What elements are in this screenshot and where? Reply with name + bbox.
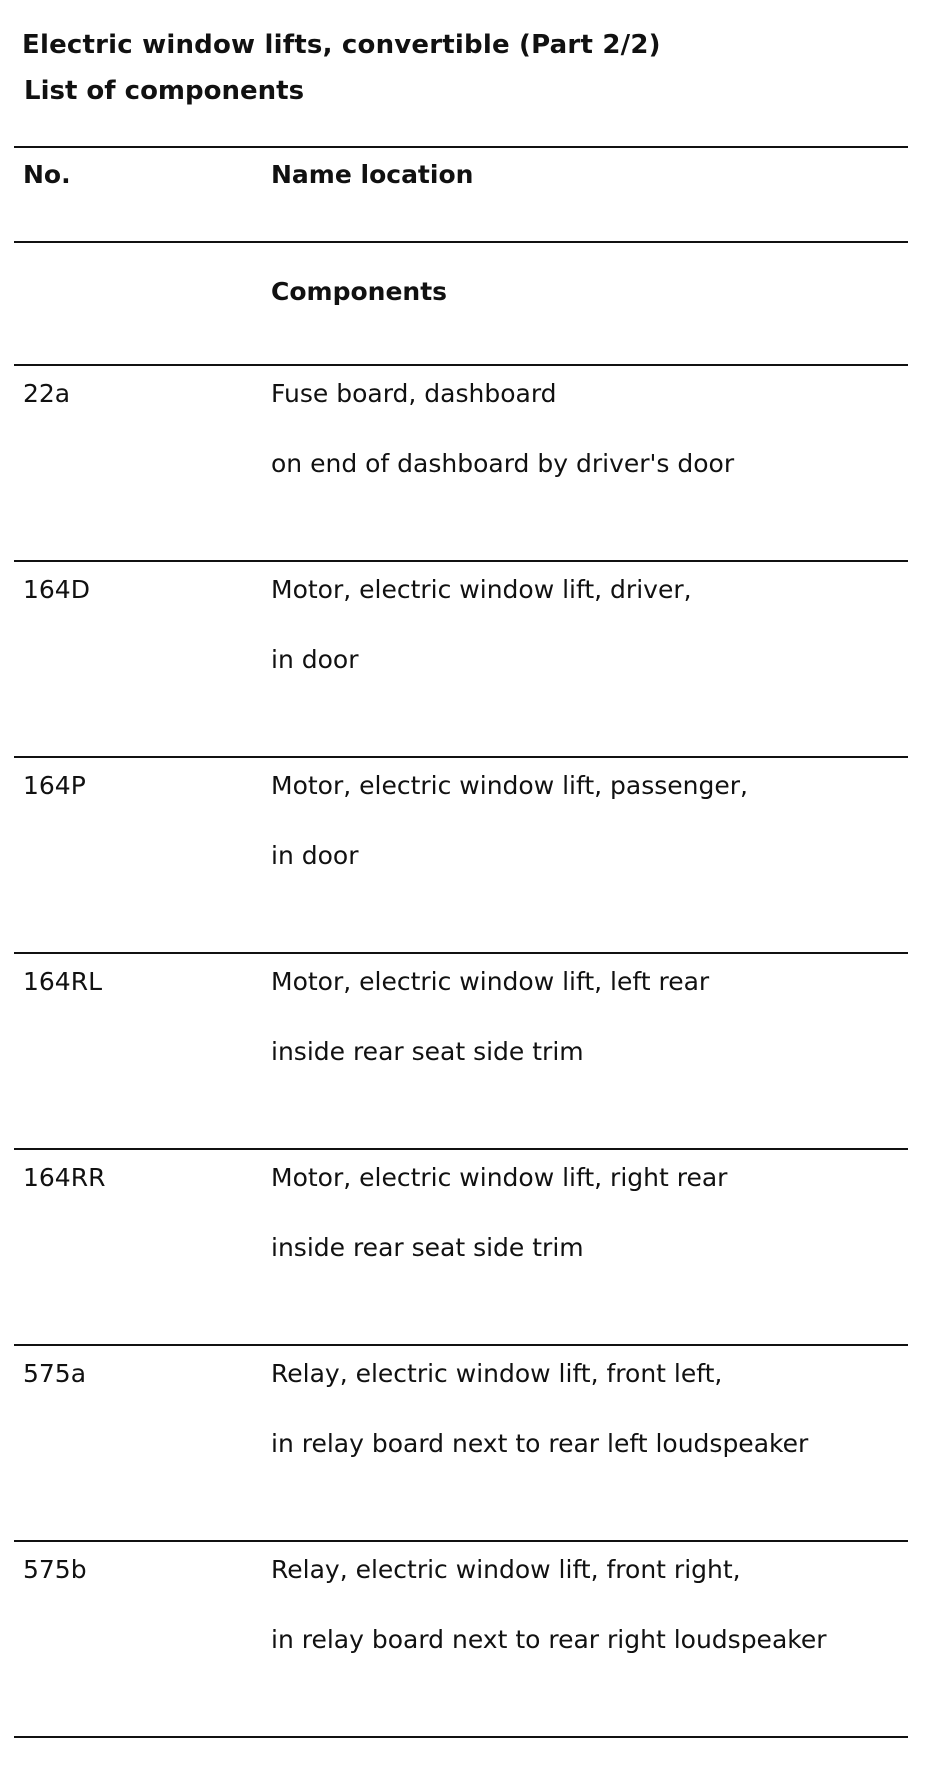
section-row <box>14 243 908 366</box>
component-name: Relay, electric window lift, front right, <box>271 1555 741 1584</box>
component-location: inside rear seat side trim <box>271 1233 584 1262</box>
table-row <box>14 954 908 1150</box>
table-row <box>14 758 908 954</box>
component-location: in relay board next to rear left loudspeaker <box>271 1429 809 1458</box>
component-name: Motor, electric window lift, passenger, <box>271 771 748 800</box>
document-title: Electric window lifts, convertible (Part 2/2) <box>22 30 661 60</box>
component-name: Fuse board, dashboard <box>271 379 557 408</box>
component-location: in relay board next to rear right loudspeaker <box>271 1625 827 1654</box>
component-name: Motor, electric window lift, driver, <box>271 575 692 604</box>
table-row <box>14 1542 908 1738</box>
component-location: in door <box>271 841 359 870</box>
component-location: on end of dashboard by driver's door <box>271 449 735 478</box>
component-name: Motor, electric window lift, left rear <box>271 967 710 996</box>
table-row <box>14 1150 908 1346</box>
table-row <box>14 366 908 562</box>
component-location: in door <box>271 645 359 674</box>
table-header-row <box>14 148 908 243</box>
component-name: Motor, electric window lift, right rear <box>271 1163 728 1192</box>
header-name-location: Name location <box>271 160 474 189</box>
component-number: 164RR <box>23 1163 106 1192</box>
table-row <box>14 1346 908 1542</box>
table-row <box>14 562 908 758</box>
header-no: No. <box>23 160 71 189</box>
component-number: 575a <box>23 1359 87 1388</box>
component-number: 164RL <box>23 967 103 996</box>
components-table <box>14 146 908 1738</box>
component-number: 164P <box>23 771 86 800</box>
component-number: 22a <box>23 379 71 408</box>
component-number: 575b <box>23 1555 87 1584</box>
document-subtitle: List of components <box>24 76 305 106</box>
section-label: Components <box>271 277 448 306</box>
component-number: 164D <box>23 575 90 604</box>
component-location: inside rear seat side trim <box>271 1037 584 1066</box>
component-name: Relay, electric window lift, front left, <box>271 1359 723 1388</box>
